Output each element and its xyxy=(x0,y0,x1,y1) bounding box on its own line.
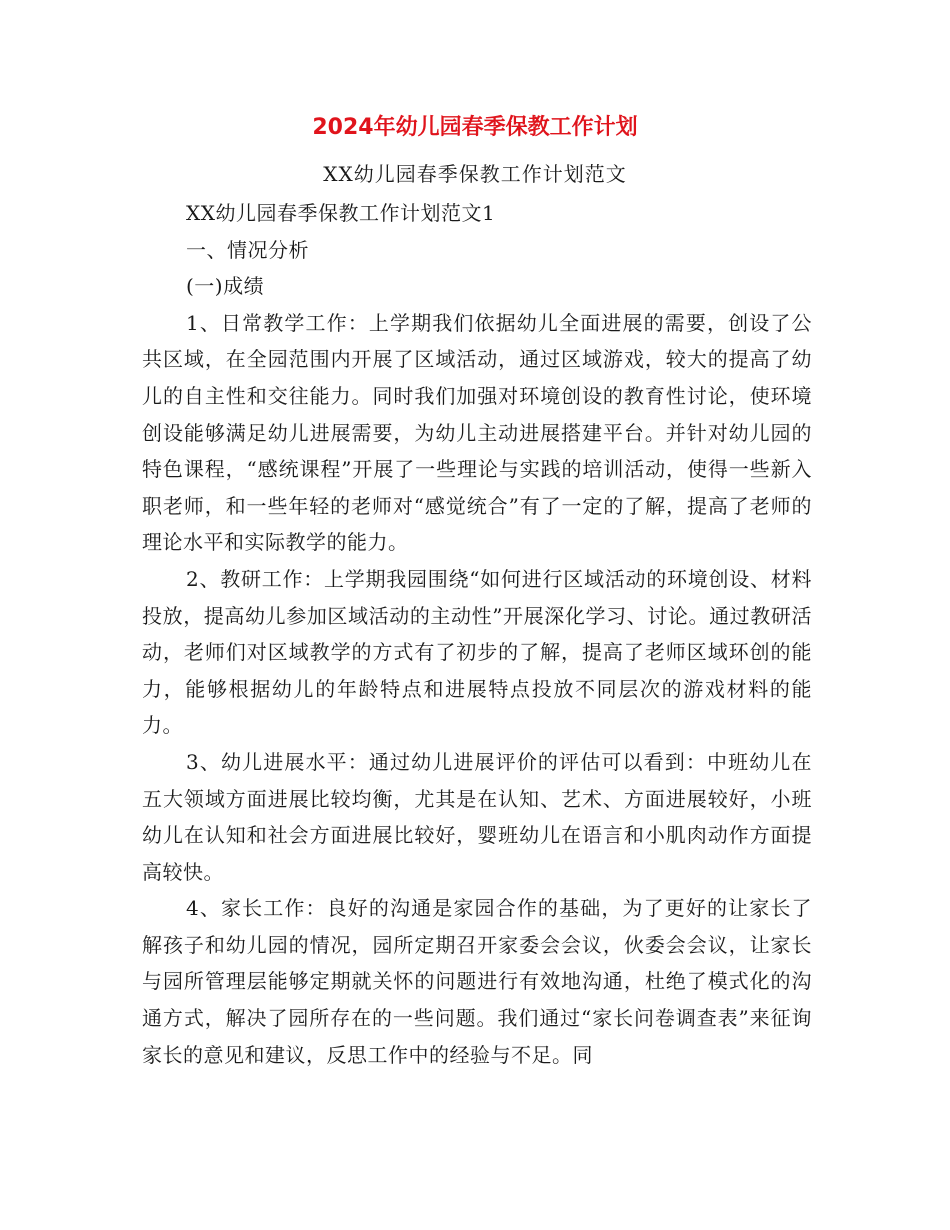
document-subtitle: XX幼儿园春季保教工作计划范文 xyxy=(323,162,627,186)
paragraph-teaching-research: 2、教研工作：上学期我园围绕“如何进行区域活动的环境创设、材料投放，提高幼儿参加区域活动的主动性”开展深化学习、讨论。通过教研活动，老师们对区域教学的方式有了初步的了解，提高了老师区域环创的能力，能够根据幼儿的年龄特点和进展特点投放不同层次的游戏材料的能力。 xyxy=(142,566,812,738)
paragraph-daily-teaching: 1、日常教学工作：上学期我们依据幼儿全面进展的需要，创设了公共区域，在全园范围内开展了区域活动，通过区域游戏，较大的提高了幼儿的自主性和交往能力。同时我们加强对环境创设的教育性讨论，使环境创设能够满足幼儿进展需要，为幼儿主动进展搭建平台。并针对幼儿园的特色课程，“感统课程”开展了一些理论与实践的培训活动，使得一些新入职老师，和一些年轻的老师对“感觉统合”有了一定的了解，提高了老师的理论水平和实际教学的能力。 xyxy=(142,310,812,555)
document-body xyxy=(142,195,812,1073)
document-title: 2024年幼儿园春季保教工作计划 xyxy=(312,115,638,140)
section-label: XX幼儿园春季保教工作计划范文1 xyxy=(186,201,496,225)
paragraph-child-development: 3、幼儿进展水平：通过幼儿进展评价的评估可以看到：中班幼儿在五大领域方面进展比较均衡，尤其是在认知、艺术、方面进展较好，小班幼儿在认知和社会方面进展比较好，婴班幼儿在语言和小肌肉动作方面提高较快。 xyxy=(142,749,812,884)
heading-situation-analysis: 一、情况分析 xyxy=(186,237,309,262)
paragraph-parent-work: 4、家长工作：良好的沟通是家园合作的基础，为了更好的让家长了解孩子和幼儿园的情况，园所定期召开家委会会议，伙委会会议，让家长与园所管理层能够定期就关怀的问题进行有效地沟通，杜绝了模式化的沟通方式，解决了园所存在的一些问题。我们通过“家长问卷调查表”来征询家长的意见和建议，反思工作中的经验与不足。同 xyxy=(142,896,812,1067)
heading-achievements: (一)成绩 xyxy=(186,274,265,299)
